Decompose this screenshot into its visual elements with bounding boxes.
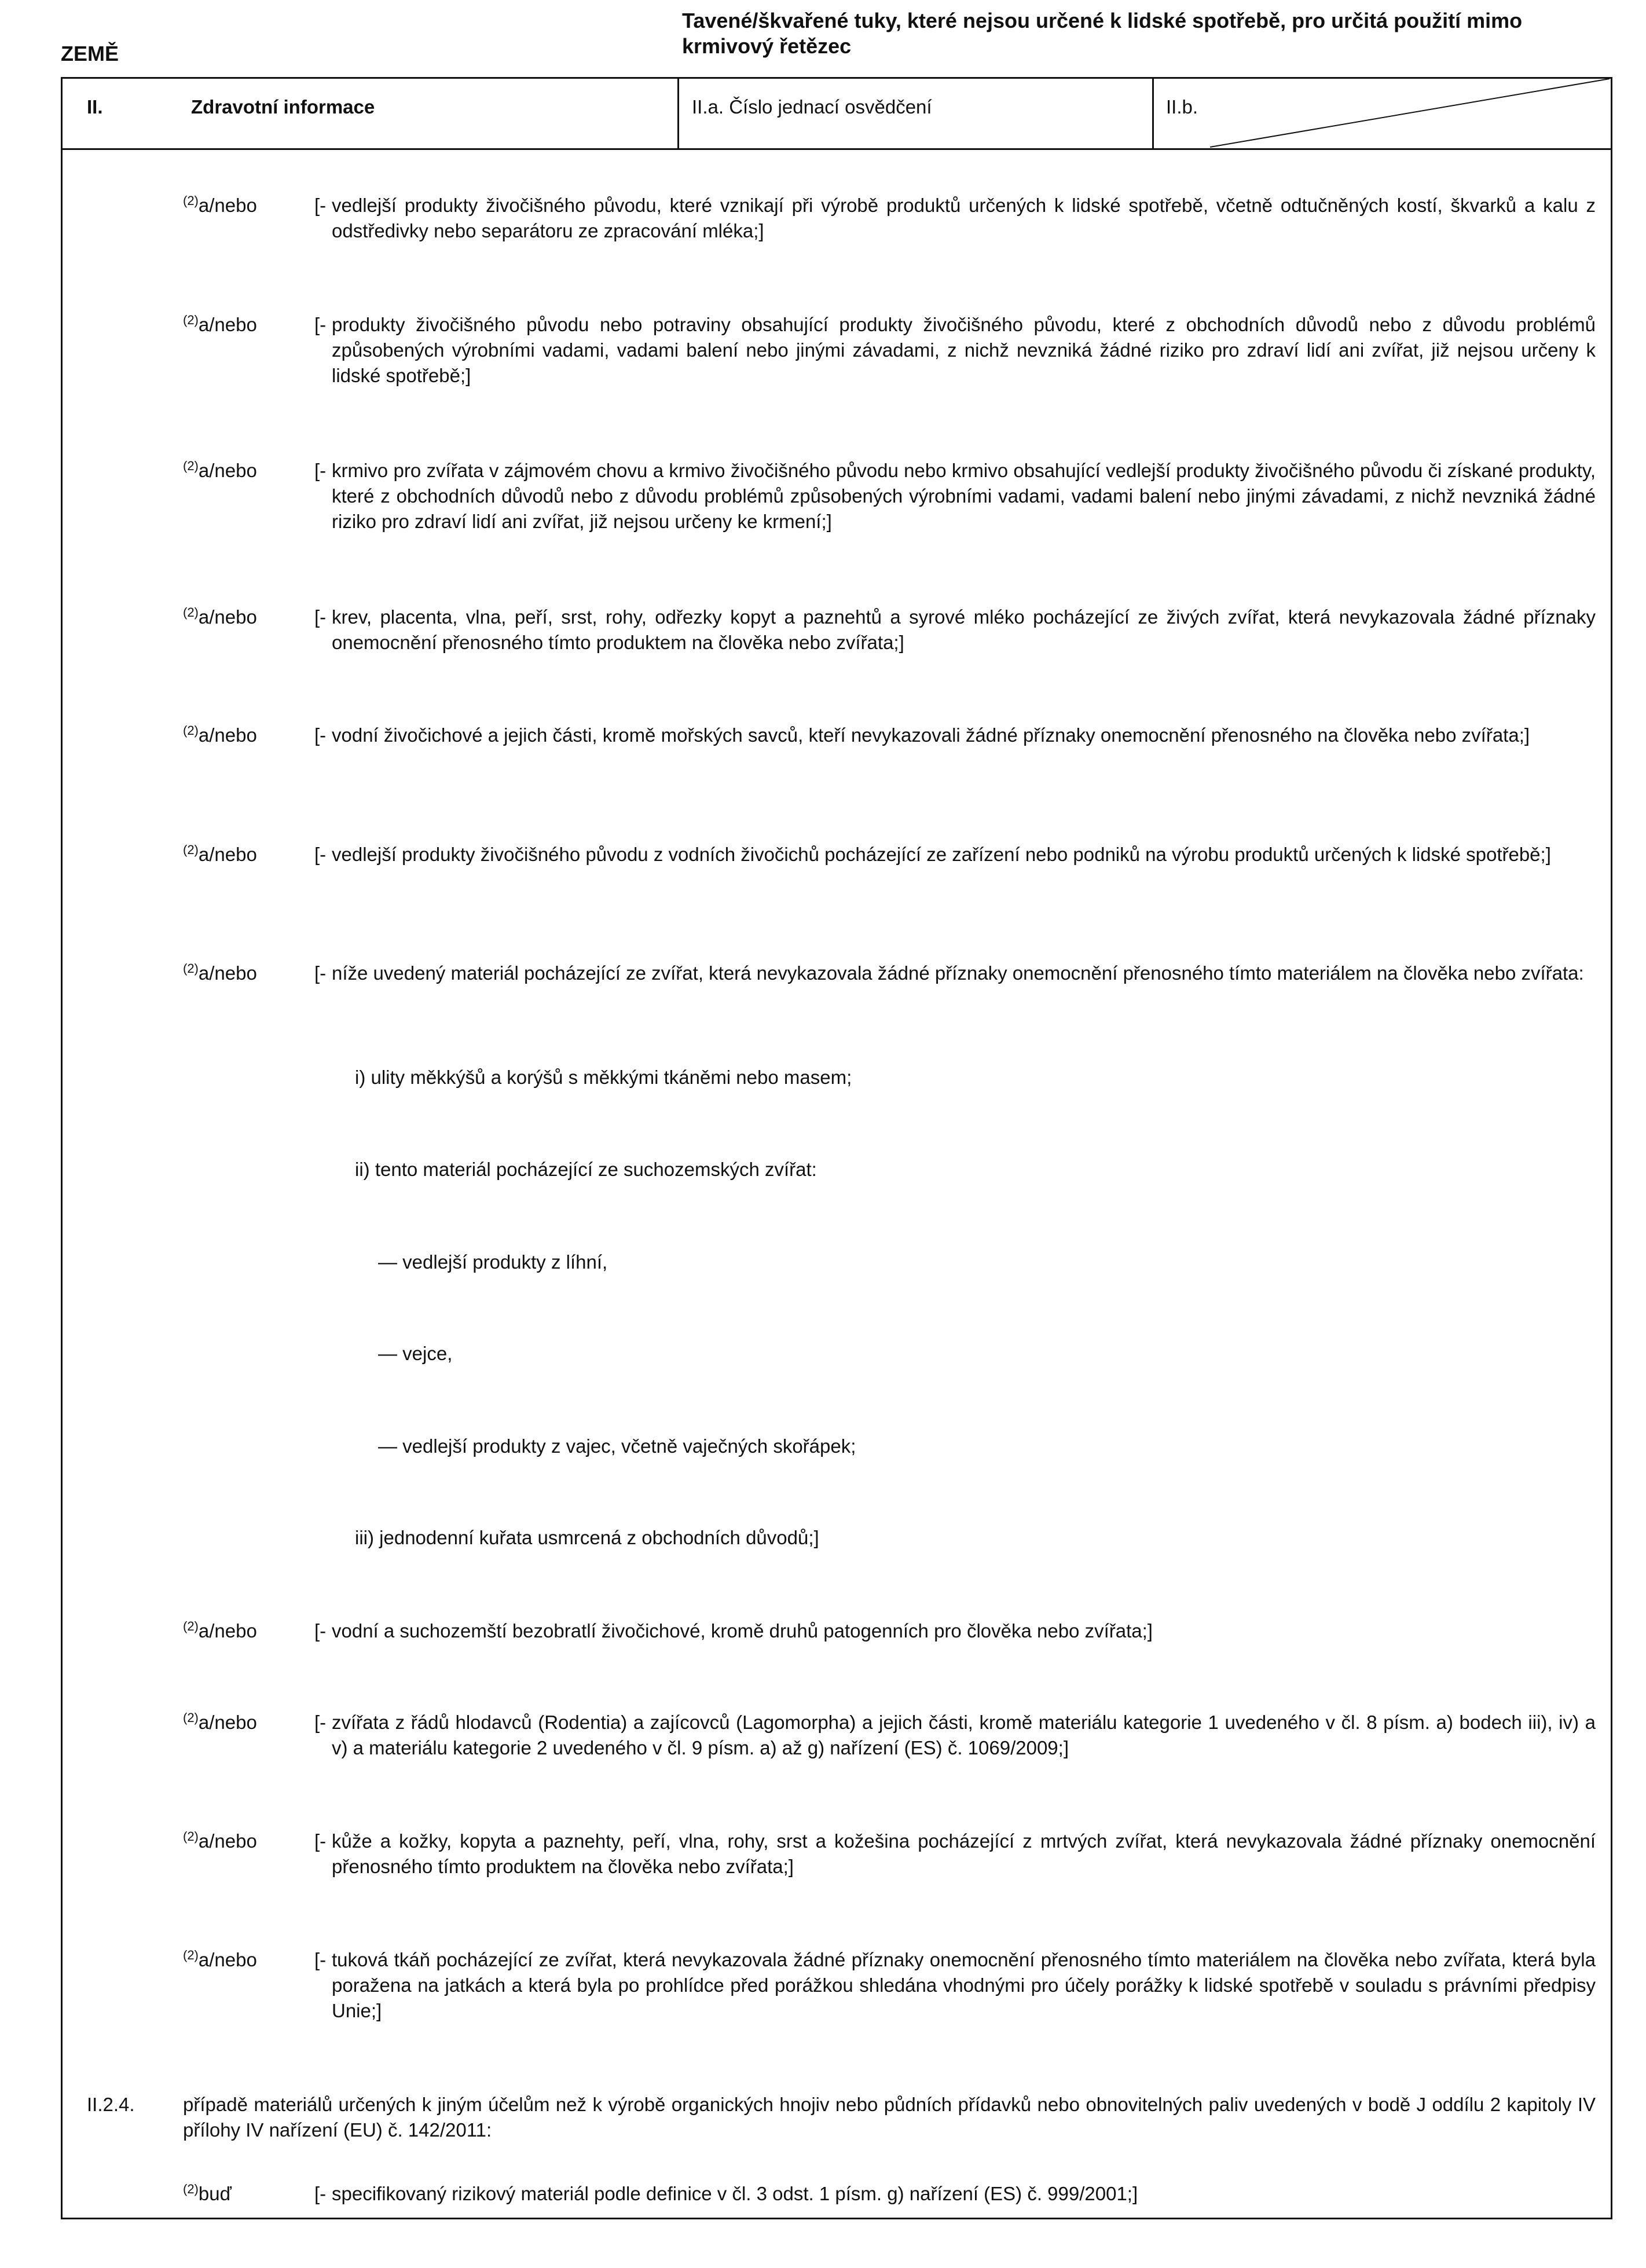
- list-item: tuková tkáň pocházející ze zvířat, která nevykazovala žádné příznaky onemocnění přenosného tímto materiálem na člověka nebo zvířata, která byla poražena na jatkách a která byla po prohlídce před porážkou shledána vhodnými pro účely porážky k lidské spotřebě v souladu s právními předpisy Unie;]: [332, 1949, 1596, 2021]
- item-label: $^{(2)}$a/nebo: [183, 1948, 257, 1970]
- dash-item: — vejce,: [378, 1343, 453, 1364]
- item-label: $^{(2)}$a/nebo: [183, 842, 257, 865]
- subitem-iii: iii) jednodenní kuřata usmrcená z obchodních důvodů;]: [355, 1527, 819, 1548]
- column-divider: [1152, 79, 1154, 148]
- bracket-marker: [-: [314, 460, 327, 481]
- column-divider: [677, 79, 679, 148]
- list-item: krmivo pro zvířata v zájmovém chovu a krmivo živočišného původu nebo krmivo obsahující vedlejší produkty živočišného původu či získané produkty, které z obchodních důvodů nebo z důvodu problémů způsobených výrobními vadami, vadami balení nebo jinými závadami, z nichž nevzniká žádné riziko pro zdraví lidí ani zvířat, již nejsou určeny ke krmení;]: [332, 460, 1596, 532]
- list-item: specifikovaný rizikový materiál podle definice v čl. 3 odst. 1 písm. g) nařízení (ES) č. 999/2001;]: [332, 2183, 1138, 2204]
- bracket-marker: [-: [314, 1620, 327, 1642]
- item-label: $^{(2)}$a/nebo: [183, 1829, 257, 1852]
- ref-b-label: II.b.: [1166, 96, 1198, 118]
- list-item: vodní živočichové a jejich části, kromě mořských savců, kteří nevykazovali žádné příznaky onemocnění přenosného na člověka nebo zvířata;]: [332, 724, 1530, 746]
- list-item: produkty živočišného původu nebo potraviny obsahující produkty živočišného původu, které z obchodních důvodů nebo z důvodu problémů způsobených výrobními vadami, vadami balení nebo jinými závadami, z nichž nevzniká žádné riziko pro zdraví lidí ani zvířat, již nejsou určeny k lidské spotřebě;]: [332, 314, 1596, 386]
- bracket-marker: [-: [314, 606, 327, 628]
- bracket-marker: [-: [314, 1830, 327, 1852]
- bracket-marker: [-: [314, 844, 327, 865]
- item-label: $^{(2)}$buď: [183, 2182, 232, 2204]
- list-item: vedlejší produkty živočišného původu, které vznikají při výrobě produktů určených k lidské spotřebě, včetně odtučněných kostí, škvarků a kalu z odstředivky nebo separátoru ze zpracování mléka;]: [332, 195, 1596, 241]
- bracket-marker: [-: [314, 1712, 327, 1733]
- certificate-frame: [61, 77, 1612, 2219]
- bracket-marker: [-: [314, 195, 327, 216]
- reference-number-label: II.a. Číslo jednací osvědčení: [692, 96, 932, 118]
- certificate-title: Tavené/škvařené tuky, které nejsou určené k lidské spotřebě, pro určitá použití mimo krmivový řetězec: [682, 9, 1523, 58]
- bracket-marker: [-: [314, 962, 327, 984]
- bracket-marker: [-: [314, 1949, 327, 1970]
- item-label: $^{(2)}$a/nebo: [183, 723, 257, 746]
- subitem-i: i) ulity měkkýšů a korýšů s měkkými tkáněmi nebo masem;: [355, 1067, 852, 1088]
- item-label: $^{(2)}$a/nebo: [183, 1710, 257, 1733]
- list-item: kůže a kožky, kopyta a paznehty, peří, vlna, rohy, srst a kožešina pocházející z mrtvých zvířat, která nevykazovala žádné příznaky onemocnění přenosného tímto produktem na člověka nebo zvířata;]: [332, 1830, 1596, 1877]
- item-label: $^{(2)}$a/nebo: [183, 605, 257, 628]
- country-label: ZEMĚ: [61, 42, 119, 65]
- bracket-marker: [-: [314, 314, 327, 335]
- list-item: vodní a suchozemští bezobratlí živočichové, kromě druhů patogenních pro člověka nebo zvířata;]: [332, 1620, 1153, 1642]
- section-number: II.: [87, 96, 103, 118]
- bracket-marker: [-: [314, 724, 327, 746]
- item-label: $^{(2)}$a/nebo: [183, 313, 257, 335]
- table-header-row: [63, 79, 1611, 150]
- section-title: Zdravotní informace: [191, 96, 375, 118]
- item-label: $^{(2)}$a/nebo: [183, 1619, 257, 1642]
- dash-item: — vedlejší produkty z vajec, včetně vaječných skořápek;: [378, 1435, 856, 1457]
- list-item: zvířata z řádů hlodavců (Rodentia) a zajícovců (Lagomorpha) a jejich části, kromě materiálu kategorie 1 uvedeného v čl. 8 písm. a) bodech iii), iv) a v) a materiálu kategorie 2 uvedeného v čl. 9 písm. a) až g) nařízení (ES) č. 1069/2009;]: [332, 1712, 1596, 1758]
- list-item: níže uvedený materiál pocházející ze zvířat, která nevykazovala žádné příznaky onemocnění přenosného tímto materiálem na člověka nebo zvířata:: [332, 962, 1584, 984]
- item-label: $^{(2)}$a/nebo: [183, 961, 257, 984]
- section-224-text: případě materiálů určených k jiným účelům než k výrobě organických hnojiv nebo půdních přídavků nebo obnovitelných paliv uvedených v bodě J oddílu 2 kapitoly IV přílohy IV nařízení (EU) č. 142/2011:: [183, 2094, 1596, 2141]
- bracket-marker: [-: [314, 2183, 327, 2204]
- dash-item: — vedlejší produkty z líhní,: [378, 1251, 608, 1273]
- item-label: $^{(2)}$a/nebo: [183, 459, 257, 481]
- section-224-number: II.2.4.: [87, 2094, 135, 2115]
- subitem-ii: ii) tento materiál pocházející ze suchozemských zvířat:: [355, 1159, 817, 1180]
- diagonal-strike-line: [1210, 79, 1611, 148]
- item-label: $^{(2)}$a/nebo: [183, 193, 257, 216]
- list-item: krev, placenta, vlna, peří, srst, rohy, odřezky kopyt a paznehtů a syrové mléko pocházející ze živých zvířat, která nevykazovala žádné příznaky onemocnění přenosného tímto produktem na člověka nebo zvířata;]: [332, 606, 1596, 653]
- list-item: vedlejší produkty živočišného původu z vodních živočichů pocházející ze zařízení nebo podniků na výrobu produktů určených k lidské spotřebě;]: [332, 844, 1551, 865]
